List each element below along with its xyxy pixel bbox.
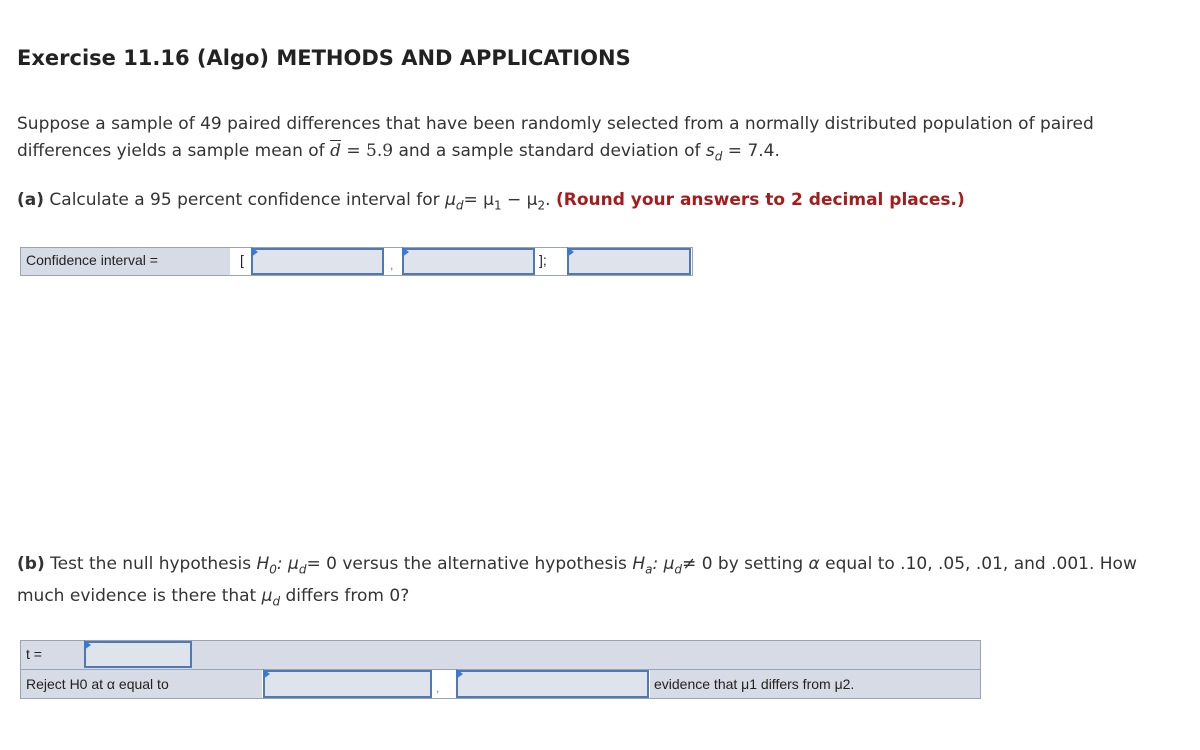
h0-symbol: $H_0$ — [256, 554, 277, 577]
exercise-title: Exercise 11.16 (Algo) METHODS AND APPLICATIONS — [17, 46, 631, 70]
input-flag-icon — [251, 247, 258, 257]
ci-upper-input[interactable] — [402, 248, 535, 275]
ci-lower-input[interactable] — [251, 248, 384, 275]
sd-symbol: $s_d$ — [705, 141, 723, 164]
mu-d-symbol: $\mu_d$ — [445, 190, 464, 213]
input-flag-icon — [263, 669, 270, 679]
mu-d-symbol: $\mu_d$ — [261, 586, 281, 609]
open-bracket: [ — [240, 252, 244, 268]
alpha-symbol: α — [808, 554, 820, 574]
ci-label: Confidence interval = — [26, 252, 158, 268]
d-bar-symbol: $\overline{d}$ — [330, 141, 341, 161]
input-flag-icon — [84, 640, 91, 650]
intro-paragraph — [17, 111, 1177, 170]
part-b-question: (b) Test the null hypothesis $H_0$: $\mu_d= 0$ versus the alternative hypothesis $H_a$: $\mu_d\ne 0$ by setting α equal to .10, .05, .01, and .001. How much evidence is there that $\mu_d$ differs from 0? — [17, 554, 1137, 609]
ha-symbol: $H_a$ — [632, 554, 653, 577]
input-flag-icon — [402, 247, 409, 257]
input-flag-icon — [456, 669, 463, 679]
t-value-input[interactable] — [84, 641, 192, 668]
evidence-text: evidence that μ1 differs from μ2. — [654, 676, 855, 692]
ci-comma: , — [390, 258, 394, 272]
reject-comma: , — [436, 681, 440, 695]
t-label: t = — [26, 646, 42, 662]
ci-extra-input[interactable] — [567, 248, 691, 275]
rounding-instruction: (Round your answers to 2 decimal places.) — [555, 190, 965, 210]
input-flag-icon — [567, 247, 574, 257]
part-a-question: (a) Calculate a 95 percent confidence interval for $\mu_d= \mu_1 - \mu_2$. (Round your answers to 2 decimal places.) — [17, 190, 965, 213]
reject-alpha-select-1[interactable] — [263, 670, 432, 698]
evidence-select[interactable] — [456, 670, 649, 698]
close-bracket: ]; — [539, 252, 547, 268]
reject-label: Reject H0 at α equal to — [26, 676, 169, 692]
intro-line-2: differences yields a sample mean of $\overline{d} = 5.9$ and a sample standard deviation of $s_d = 7.4$. — [17, 141, 780, 164]
intro-line-1: Suppose a sample of 49 paired differences that have been randomly selected from a normally distributed population of paired — [17, 114, 1094, 134]
